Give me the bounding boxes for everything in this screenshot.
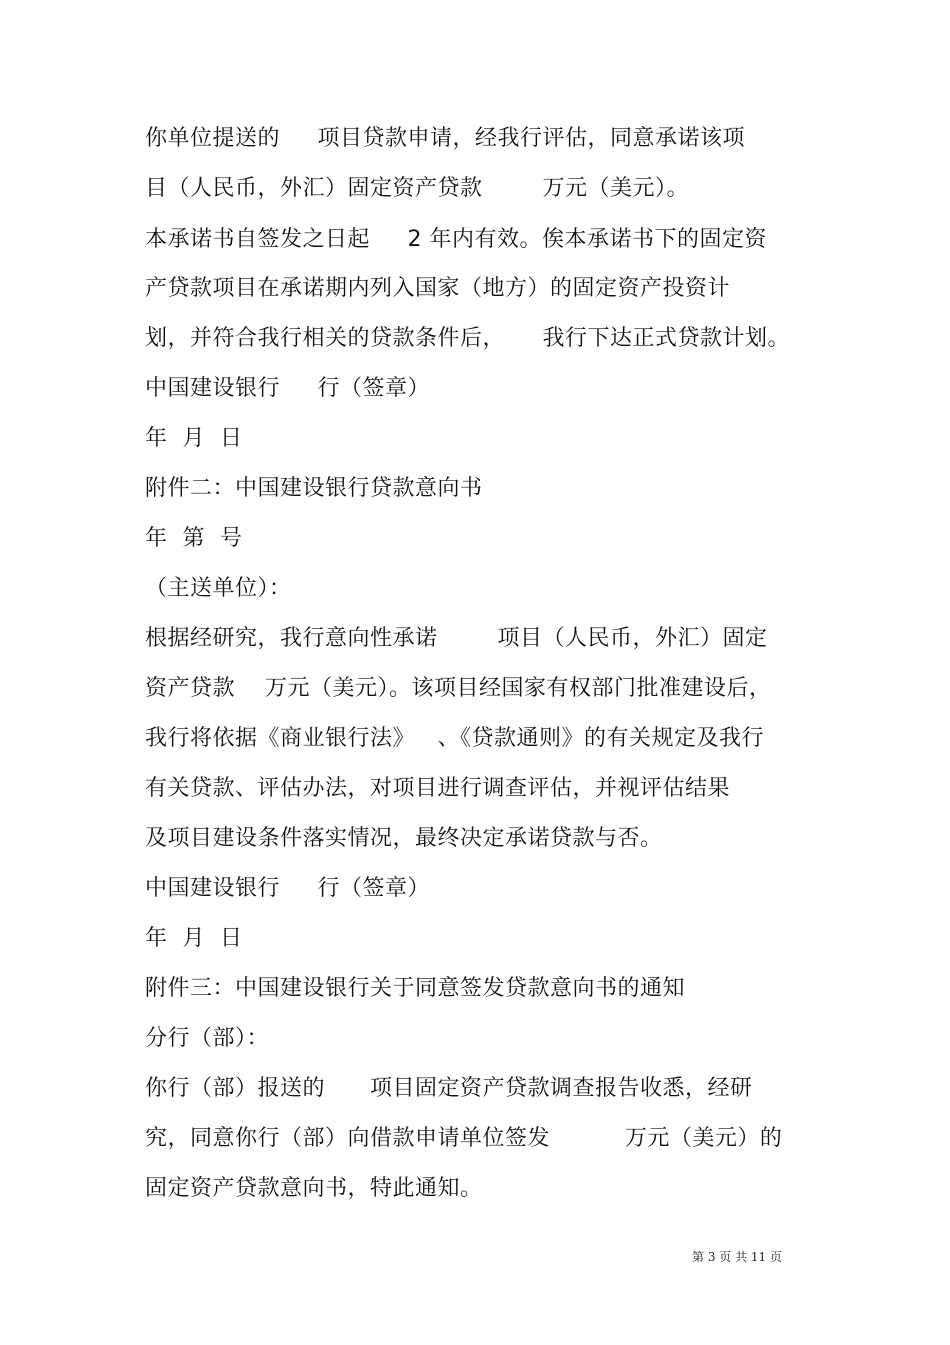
text-line: 有关贷款、评估办法，对项目进行调查评估，并视评估结果: [145, 776, 731, 801]
text-line: 你行（部）报送的 项目固定资产贷款调查报告收悉，经研: [145, 1076, 753, 1101]
text-line: 目（人民币，外汇）固定资产贷款 万元（美元）。: [145, 176, 689, 201]
text-line: 固定资产贷款意向书，特此通知。: [145, 1176, 483, 1201]
recipient-line: （主送单位）：: [145, 576, 292, 601]
text-line: 资产贷款 万元（美元）。该项目经国家有权部门批准建设后，: [145, 676, 772, 701]
text-line: 我行将依据《商业银行法》 、《贷款通则》的有关规定及我行: [145, 726, 764, 751]
text-line: 你单位提送的 项目贷款申请，经我行评估，同意承诺该项: [145, 126, 745, 151]
text-line: 划，并符合我行相关的贷款条件后， 我行下达正式贷款计划。: [145, 326, 790, 351]
page-footer: 第 3 页 共 11 页: [692, 1250, 782, 1264]
attachment-heading: 附件二：中国建设银行贷款意向书: [145, 476, 483, 501]
date-line: 年 月 日: [145, 926, 243, 951]
document-number-line: 年 第 号: [145, 526, 243, 551]
signature-line: 中国建设银行 行（签章）: [145, 376, 430, 401]
text-line: 及项目建设条件落实情况，最终决定承诺贷款与否。: [145, 826, 663, 851]
text-line: 根据经研究，我行意向性承诺 项目（人民币，外汇）固定: [145, 626, 768, 651]
text-line: 本承诺书自签发之日起 2 年内有效。俟本承诺书下的固定资: [145, 227, 767, 252]
signature-line: 中国建设银行 行（签章）: [145, 876, 430, 901]
text-line: 产贷款项目在承诺期内列入国家（地方）的固定资产投资计: [145, 276, 731, 301]
recipient-line: 分行（部）：: [145, 1026, 270, 1051]
text-line: 究，同意你行（部）向借款申请单位签发 万元（美元）的: [145, 1126, 783, 1151]
date-line: 年 月 日: [145, 426, 243, 451]
attachment-heading: 附件三：中国建设银行关于同意签发贷款意向书的通知: [145, 976, 686, 1001]
